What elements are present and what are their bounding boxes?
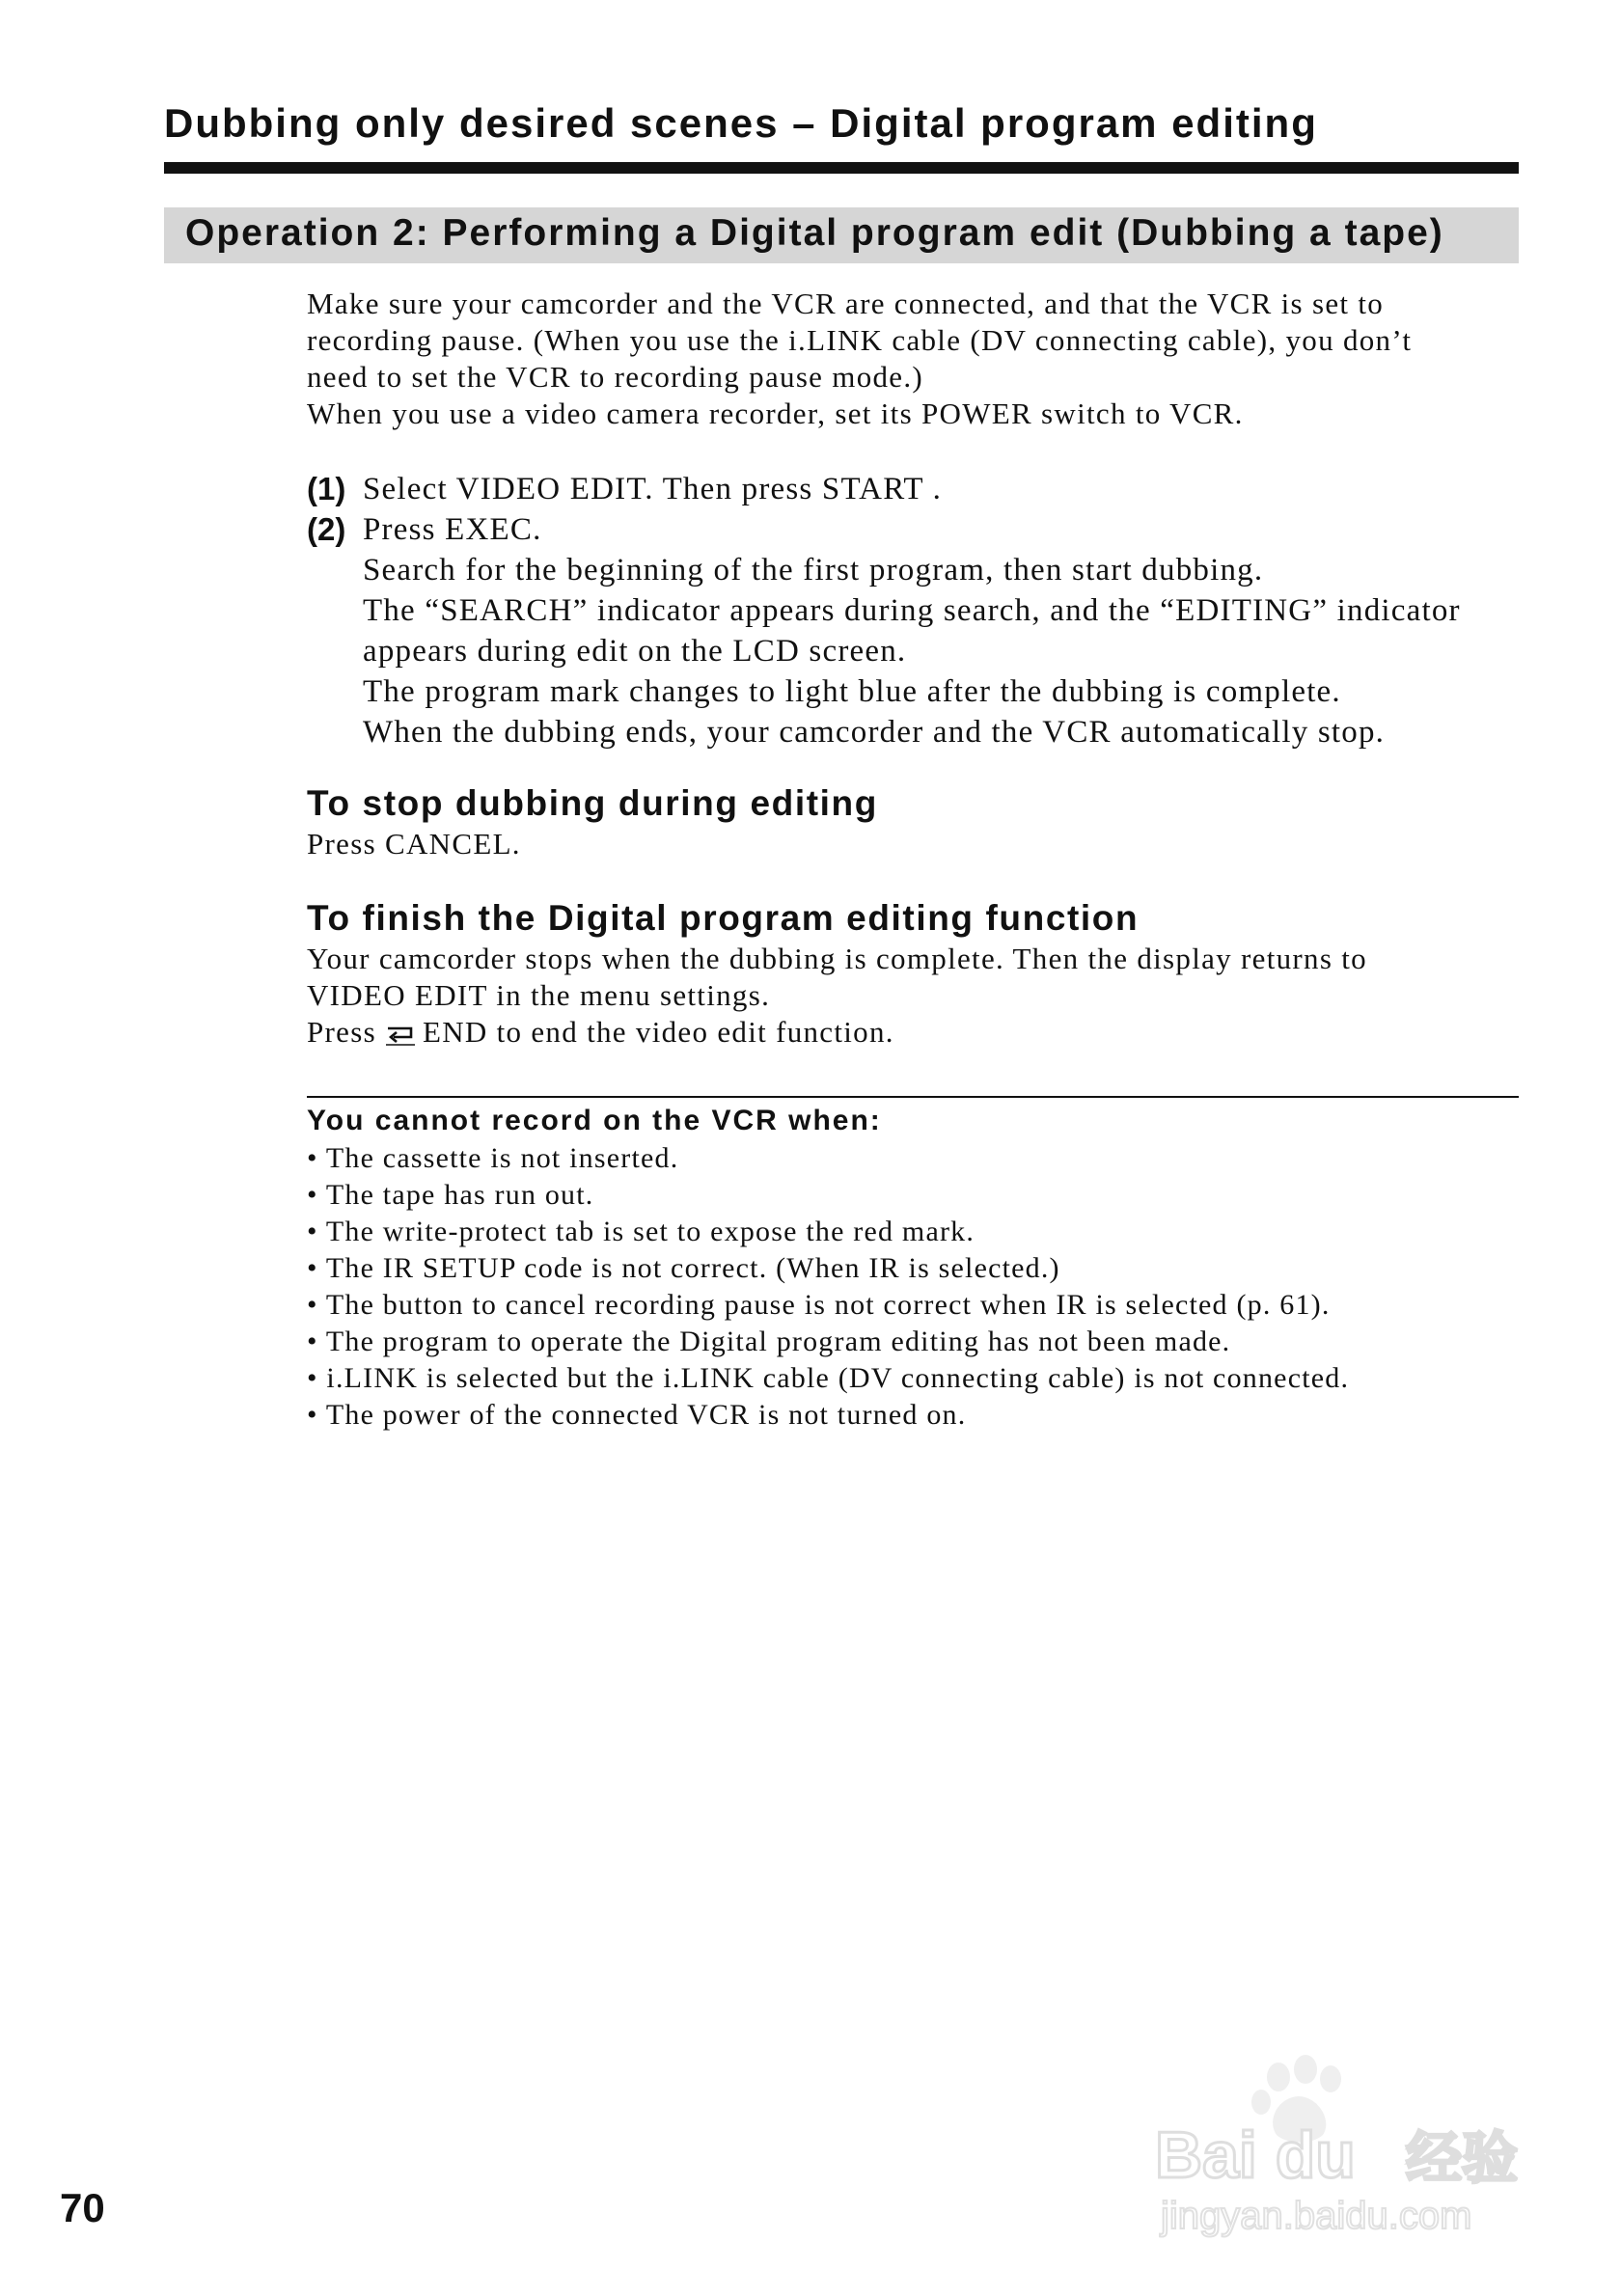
step-line: The “SEARCH” indicator appears during search, and the “EDITING” indicator — [363, 593, 1461, 628]
steps-list — [307, 469, 1519, 752]
note-item: • The tape has run out. — [307, 1179, 594, 1211]
note-item: • The cassette is not inserted. — [307, 1142, 679, 1174]
notes-divider — [307, 1096, 1519, 1098]
notes-list — [307, 1140, 1519, 1434]
press-suffix: END to end the video edit function. — [422, 1015, 894, 1049]
watermark-url: jingyan.baidu.com — [1161, 2195, 1472, 2237]
section-title: Operation 2: Performing a Digital program edit (Dubbing a tape) — [185, 212, 1444, 254]
note-item: • The write-protect tab is set to expose the red mark. — [307, 1216, 975, 1247]
note-item: • The IR SETUP code is not correct. (When IR is selected.) — [307, 1252, 1060, 1284]
intro-line: When you use a video camera recorder, set its POWER switch to VCR. — [307, 396, 1244, 430]
notes-heading: You cannot record on the VCR when: — [307, 1105, 882, 1136]
step-line: The program mark changes to light blue after the dubbing is complete. — [363, 674, 1341, 709]
finish-section — [307, 898, 1519, 1051]
step-number: (1) — [307, 471, 346, 506]
note-item: • i.LINK is selected but the i.LINK cable (DV connecting cable) is not connected. — [307, 1362, 1350, 1394]
chapter-rule — [164, 162, 1519, 174]
finish-press-line — [307, 1014, 1519, 1051]
page-number: 70 — [60, 2185, 105, 2230]
note-item: • The power of the connected VCR is not turned on. — [307, 1399, 967, 1431]
finish-line: Your camcorder stops when the dubbing is complete. Then the display returns to — [307, 942, 1367, 975]
step-1 — [307, 469, 1519, 509]
stop-dubbing-section — [307, 783, 1519, 862]
baidu-watermark — [1153, 2050, 1539, 2243]
step-number: (2) — [307, 511, 346, 547]
finish-heading: To finish the Digital program editing function — [307, 898, 1140, 938]
step-line: When the dubbing ends, your camcorder and the VCR automatically stop. — [363, 715, 1386, 750]
press-prefix: Press — [307, 1015, 376, 1049]
step-line: Select VIDEO EDIT. Then press START . — [363, 472, 943, 506]
stop-dubbing-text: Press CANCEL. — [307, 827, 521, 861]
watermark-cjk: 经验 — [1406, 2125, 1519, 2191]
step-line: Press EXEC. — [363, 512, 542, 547]
step-line: appears during edit on the LCD screen. — [363, 634, 907, 669]
finish-line: VIDEO EDIT in the menu settings. — [307, 978, 771, 1012]
section-header-bar — [164, 207, 1519, 263]
step-2 — [307, 509, 1519, 752]
step-line: Search for the beginning of the first program, then start dubbing. — [363, 553, 1264, 588]
intro-paragraph — [307, 286, 1519, 432]
notes-section — [307, 1102, 1519, 1434]
watermark-brand: Bai du — [1155, 2118, 1356, 2192]
note-item: • The button to cancel recording pause is not correct when IR is selected (p. 61). — [307, 1289, 1331, 1321]
intro-line: recording pause. (When you use the i.LINK cable (DV connecting cable), you don’t — [307, 323, 1413, 357]
intro-line: Make sure your camcorder and the VCR are connected, and that the VCR is set to — [307, 287, 1385, 320]
intro-line: need to set the VCR to recording pause mode.) — [307, 360, 924, 394]
stop-dubbing-heading: To stop dubbing during editing — [307, 783, 878, 823]
note-item: • The program to operate the Digital program editing has not been made. — [307, 1326, 1231, 1357]
return-arrow-icon — [384, 1023, 417, 1046]
chapter-title: Dubbing only desired scenes – Digital program editing — [164, 100, 1318, 146]
